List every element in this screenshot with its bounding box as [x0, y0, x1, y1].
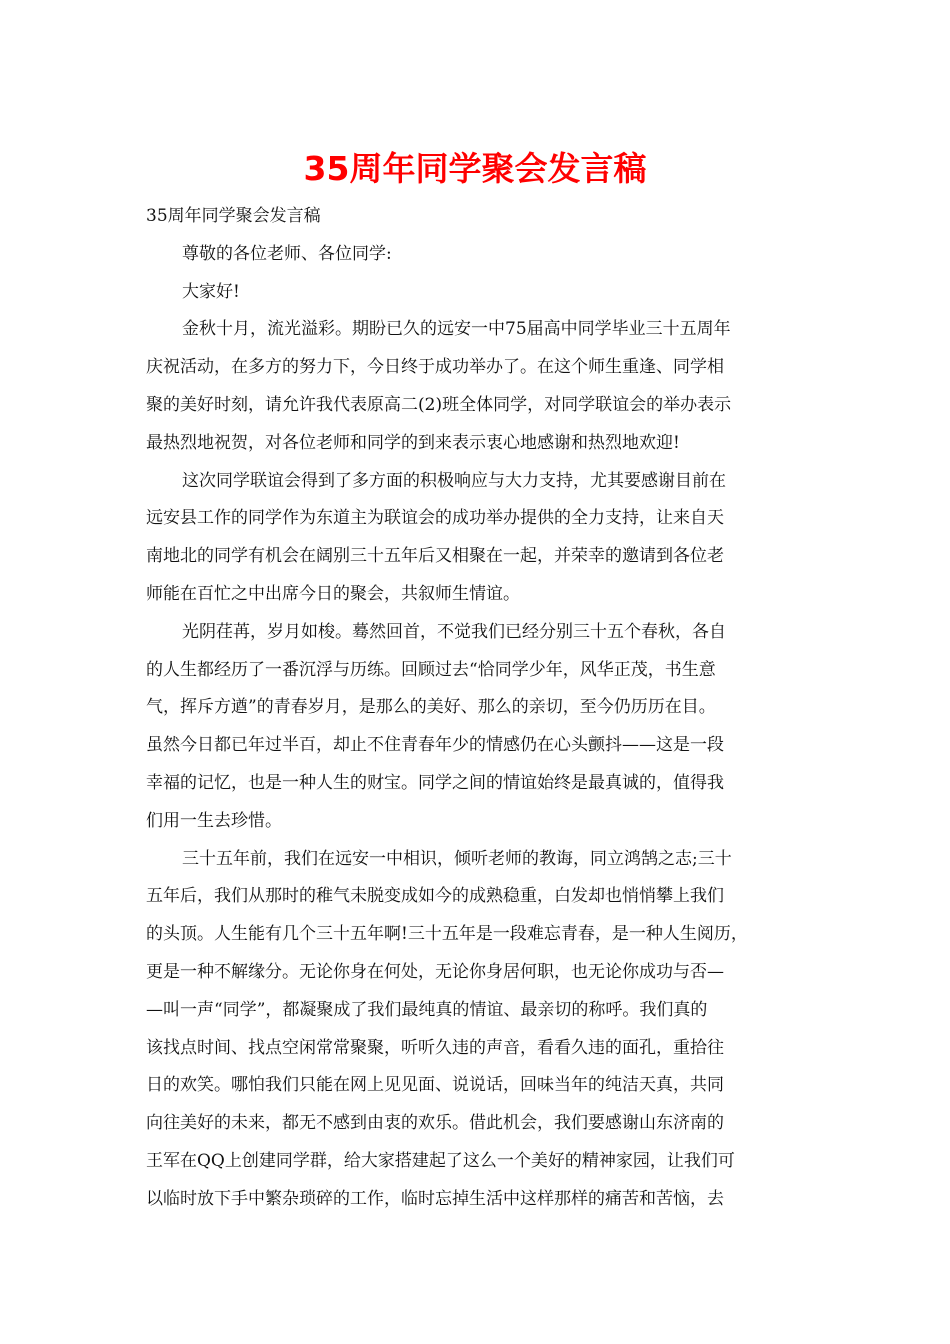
- text-line: 35周年同学聚会发言稿: [146, 206, 321, 226]
- text-line: 聚的美好时刻，请允许我代表原高二(2)班全体同学，对同学联谊会的举办表示: [146, 394, 732, 415]
- text-line: 最热烈地祝贺，对各位老师和同学的到来表示衷心地感谢和热烈地欢迎!: [146, 432, 680, 453]
- text-line: 幸福的记忆，也是一种人生的财宝。同学之间的情谊始终是最真诚的，值得我: [146, 772, 724, 793]
- text-line: 这次同学联谊会得到了多方面的积极响应与大力支持，尤其要感谢目前在: [182, 470, 726, 491]
- text-line: 五年后，我们从那时的稚气未脱变成如今的成熟稳重，白发却也悄悄攀上我们: [146, 886, 724, 907]
- document-body: [146, 198, 814, 1219]
- text-line: 以临时放下手中繁杂琐碎的工作，临时忘掉生活中这样那样的痛苦和苦恼，去: [146, 1188, 724, 1209]
- text-line: 更是一种不解缘分。无论你身在何处，无论你身居何职，也无论你成功与否—: [146, 961, 724, 982]
- text-line: 向往美好的未来，都无不感到由衷的欢乐。借此机会，我们要感谢山东济南的: [146, 1113, 724, 1134]
- text-line: 的人生都经历了一番沉浮与历练。回顾过去“恰同学少年，风华正茂，书生意: [146, 659, 716, 680]
- text-line: 该找点时间、找点空闲常常聚聚，听听久违的声音，看看久违的面孔，重拾往: [146, 1037, 724, 1058]
- text-line: 大家好!: [182, 281, 240, 302]
- document-title: 35周年同学聚会发言稿: [303, 149, 647, 188]
- text-line: —叫一声“同学”，都凝聚成了我们最纯真的情谊、最亲切的称呼。我们真的: [146, 999, 708, 1020]
- text-line: 远安县工作的同学作为东道主为联谊会的成功举办提供的全力支持，让来自天: [146, 508, 724, 529]
- text-line: 光阴荏苒，岁月如梭。蓦然回首，不觉我们已经分别三十五个春秋，各自: [182, 621, 726, 642]
- text-line: 气，挥斥方遒”的青春岁月，是那么的美好、那么的亲切，至今仍历历在目。: [146, 697, 716, 718]
- text-line: 南地北的同学有机会在阔别三十五年后又相聚在一起，并荣幸的邀请到各位老: [146, 546, 724, 567]
- text-line: 日的欢笑。哪怕我们只能在网上见见面、说说话，回味当年的纯洁天真，共同: [146, 1075, 724, 1096]
- text-line: 们用一生去珍惜。: [146, 810, 282, 831]
- text-line: 尊敬的各位老师、各位同学:: [182, 243, 392, 264]
- text-line: 师能在百忙之中出席今日的聚会，共叙师生情谊。: [146, 583, 520, 604]
- text-line: 金秋十月，流光溢彩。期盼已久的远安一中75届高中同学毕业三十五周年: [182, 319, 731, 340]
- text-line: 的头顶。人生能有几个三十五年啊!三十五年是一段难忘青春，是一种人生阅历，: [146, 924, 748, 945]
- text-line: 虽然今日都已年过半百，却止不住青春年少的情感仍在心头颤抖——这是一段: [146, 735, 724, 756]
- text-line: 三十五年前，我们在远安一中相识，倾听老师的教诲，同立鸿鹄之志;三十: [182, 848, 732, 869]
- text-line: 王军在QQ上创建同学群，给大家搭建起了这么一个美好的精神家园，让我们可: [146, 1150, 735, 1171]
- text-line: 庆祝活动，在多方的努力下，今日终于成功举办了。在这个师生重逢、同学相: [146, 357, 724, 378]
